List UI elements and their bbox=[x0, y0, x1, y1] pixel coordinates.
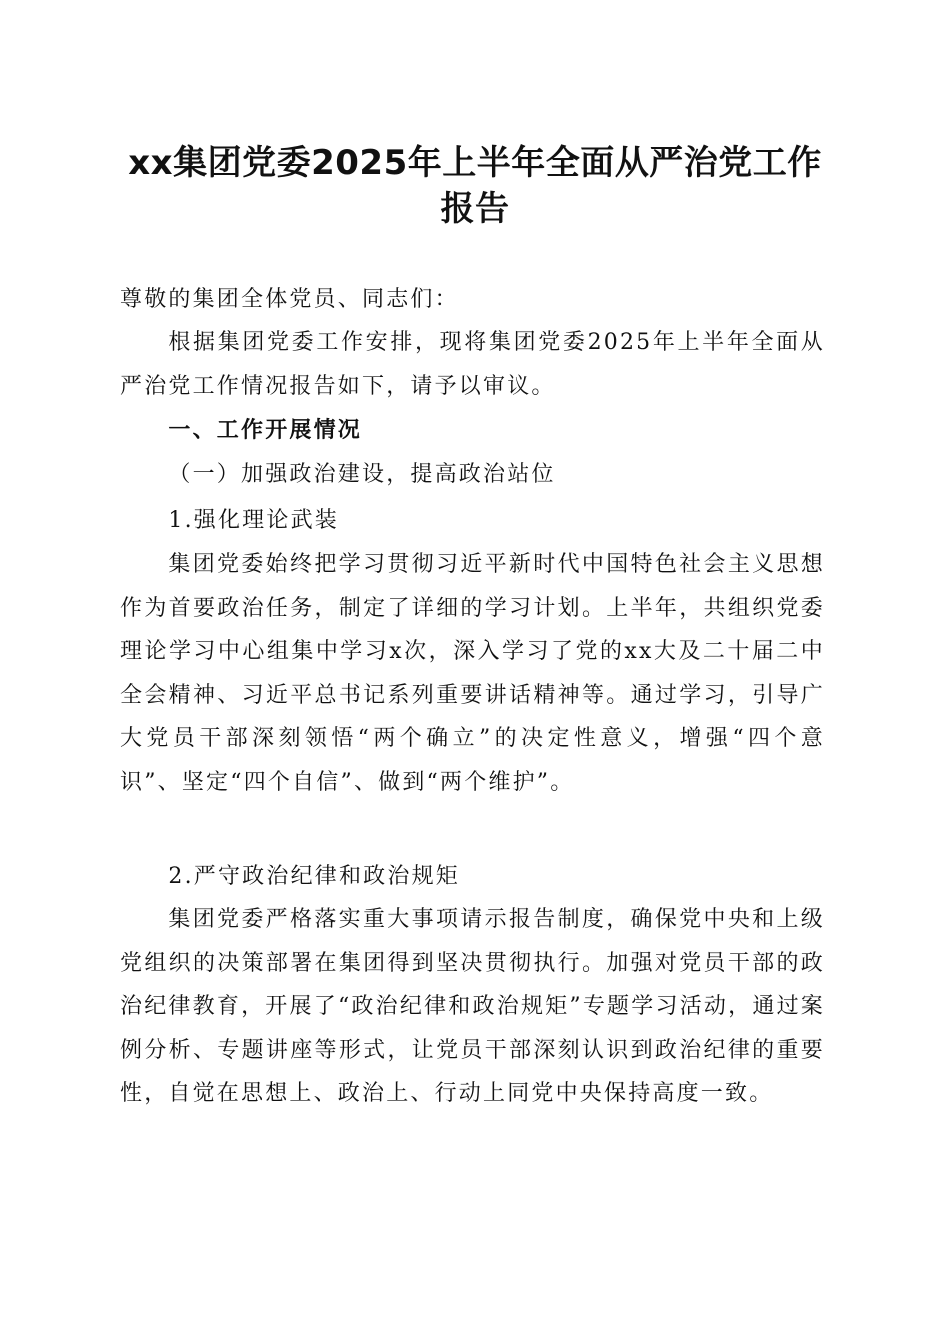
item-2-paragraph: 集团党委严格落实重大事项请示报告制度，确保党中央和上级党组织的决策部署在集团得到坚决贯彻执行。加强对党员干部的政治纪律教育，开展了“政治纪律和政治规矩”专题学习活动，通过案例分析、专题讲座等形式，让党员干部深刻认识到政治纪律的重要性，自觉在思想上、政治上、行动上同党中央保持高度一致。 bbox=[120, 907, 825, 1106]
item-1-paragraph: 集团党委始终把学习贯彻习近平新时代中国特色社会主义思想作为首要政治任务，制定了详细的学习计划。上半年，共组织党委理论学习中心组集中学习x次，深入学习了党的xx大及二十届二中全会精神、习近平总书记系列重要讲话精神等。通过学习，引导广大党员干部深刻领悟“两个确立”的决定性意义，增强“四个意识”、坚定“四个自信”、做到“两个维护”。 bbox=[120, 552, 825, 795]
document-title-line-1: xx集团党委2025年上半年全面从严治党工作 bbox=[128, 143, 822, 183]
item-1-heading: 1.强化理论武装 bbox=[168, 508, 339, 533]
document-title-line-2: 报告 bbox=[440, 189, 510, 229]
subsection-heading: （一）加强政治建设，提高政治站位 bbox=[168, 462, 556, 487]
intro-paragraph: 根据集团党委工作安排，现将集团党委2025年上半年全面从严治党工作情况报告如下，请予以审议。 bbox=[120, 330, 825, 399]
salutation: 尊敬的集团全体党员、同志们： bbox=[120, 287, 459, 312]
section-heading: 一、工作开展情况 bbox=[168, 418, 362, 443]
item-2-heading: 2.严守政治纪律和政治规矩 bbox=[168, 864, 460, 889]
